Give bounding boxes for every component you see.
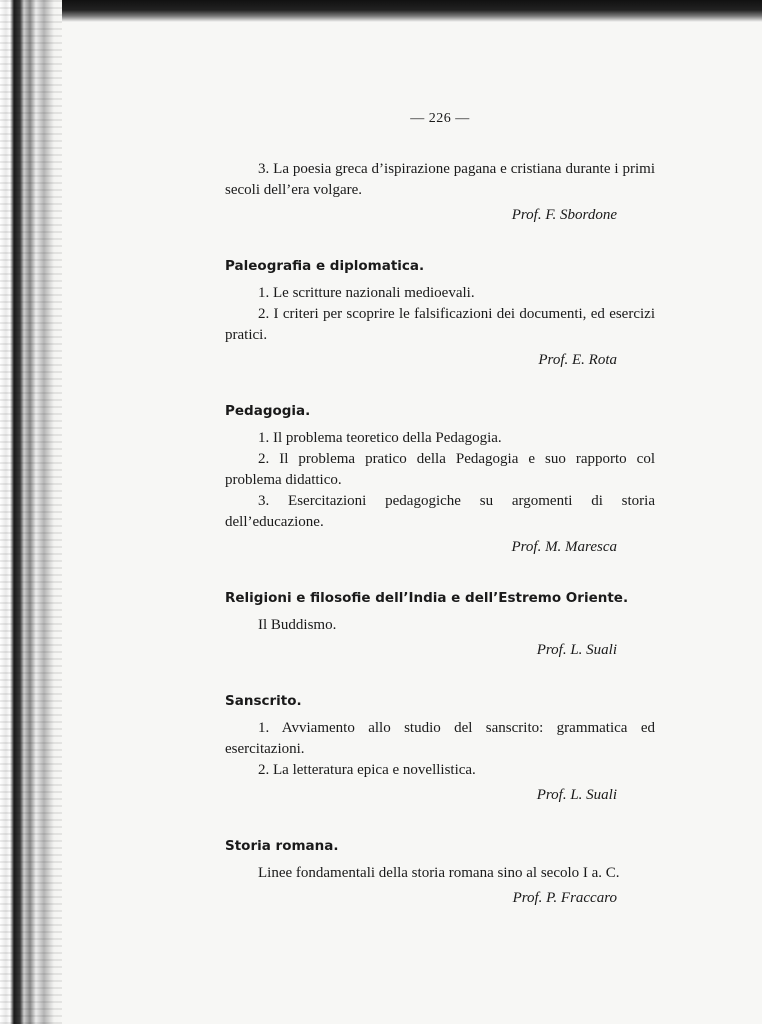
section-heading: Paleografia e diplomatica.	[225, 258, 425, 274]
course-item: 2. Il problema pratico della Pedagogia e suo rapporto col problema didattico.	[225, 451, 655, 488]
section-heading: Sanscrito.	[225, 693, 302, 709]
book-spine	[0, 0, 62, 1024]
professor-name: Prof. L. Suali	[536, 642, 617, 658]
professor-name: Prof. E. Rota	[538, 352, 617, 368]
section-paleografia	[225, 256, 655, 371]
course-item: Linee fondamentali della storia romana sino al secolo I a. C.	[258, 865, 620, 881]
course-item: 1. Avviamento allo studio del sanscrito: grammatica ed esercitazioni.	[225, 720, 655, 757]
course-item: 2. La letteratura epica e novellistica.	[258, 762, 476, 778]
page-top-edge	[0, 0, 762, 22]
course-item: 1. Il problema teoretico della Pedagogia.	[258, 430, 502, 446]
course-item: 1. Le scritture nazionali medioevali.	[258, 285, 475, 301]
course-item: 2. I criteri per scoprire le falsificazioni dei documenti, ed esercizi pratici.	[225, 306, 655, 343]
section-pedagogia	[225, 401, 655, 558]
course-item: Il Buddismo.	[258, 617, 337, 633]
course-item: 3. La poesia greca d’ispirazione pagana e cristiana durante i primi secoli dell’era volgare.	[225, 161, 655, 198]
course-item: 3. Esercitazioni pedagogiche su argomenti di storia dell’educazione.	[225, 493, 655, 530]
section-religioni	[225, 588, 655, 661]
section-intro	[225, 159, 655, 226]
page-number: — 226 —	[410, 111, 470, 126]
professor-name: Prof. L. Suali	[536, 787, 617, 803]
section-storia-romana	[225, 836, 655, 909]
document-page	[225, 108, 655, 909]
professor-name: Prof. P. Fraccaro	[512, 890, 617, 906]
section-sanscrito	[225, 691, 655, 806]
professor-name: Prof. M. Maresca	[511, 539, 617, 555]
professor-name: Prof. F. Sbordone	[511, 207, 617, 223]
section-heading: Storia romana.	[225, 838, 339, 854]
section-heading: Religioni e filosofie dell’India e dell’Estremo Oriente.	[225, 590, 629, 606]
section-heading: Pedagogia.	[225, 403, 311, 419]
